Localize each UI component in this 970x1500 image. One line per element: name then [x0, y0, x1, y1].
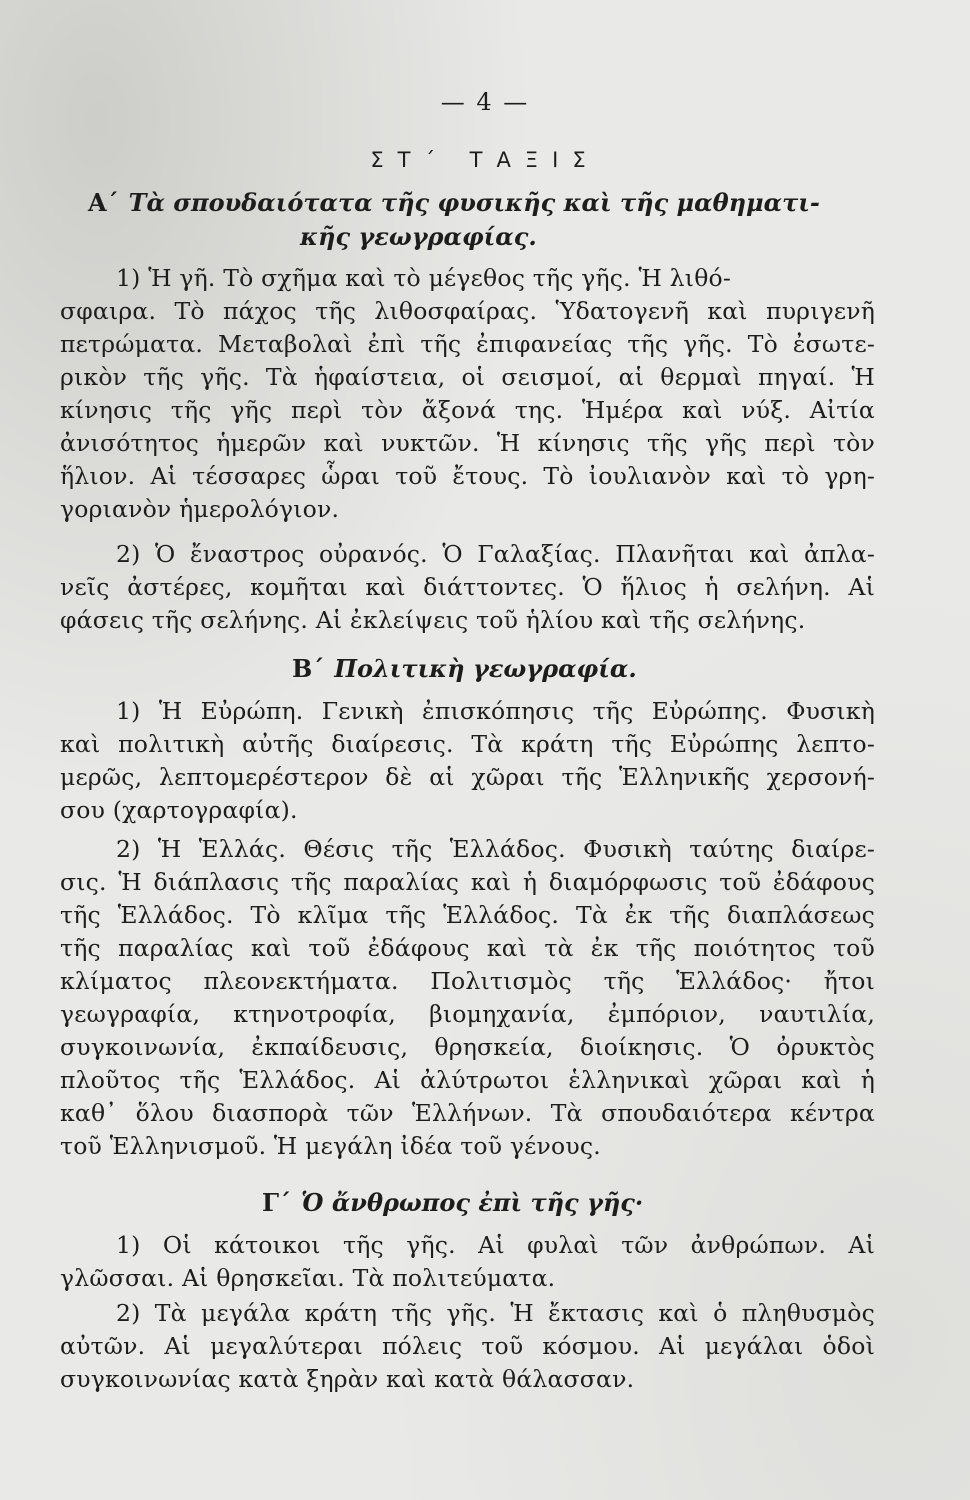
- text-line: 1) Ἡ γῆ. Τὸ σχῆμα καὶ τὸ μέγεθος τῆς γῆς. Ἡ λιθό-: [116, 264, 732, 292]
- section-c-title: Ὁ ἄνθρωπος ἐπὶ τῆς γῆς·: [301, 1188, 644, 1217]
- section-a-title-line1: Τὰ σπουδαιότατα τῆς φυσικῆς καὶ τῆς μαθηματι-: [128, 188, 820, 217]
- section-b-heading: [292, 654, 637, 683]
- text-line: πετρώματα. Μεταβολαὶ ἐπὶ τῆς ἐπιφανείας τῆς γῆς. Τὸ ἐσωτε-: [60, 330, 875, 358]
- section-c-heading: [262, 1188, 643, 1217]
- section-a-heading: [88, 188, 820, 217]
- text-line: γλῶσσαι. Αἱ θρησκεῖαι. Τὰ πολιτεύματα.: [60, 1264, 556, 1292]
- section-a-heading-cont: [300, 222, 537, 251]
- text-line: τῆς Ἑλλάδος. Τὸ κλῖμα τῆς Ἑλλάδος. Τὰ ἐκ τῆς διαπλάσεως: [60, 901, 875, 929]
- section-a-letter: Α΄: [88, 188, 119, 217]
- text-line: καθ᾽ ὅλου διασπορὰ τῶν Ἑλλήνων. Τὰ σπουδαιότερα κέντρα: [60, 1099, 875, 1127]
- text-line: κίνησις τῆς γῆς περὶ τὸν ἄξονά της. Ἡμέρα καὶ νύξ. Αἰτία: [60, 396, 875, 424]
- class-title: ΣΤ΄ ΤΑΞΙΣ: [370, 148, 600, 172]
- text-line: πλοῦτος τῆς Ἑλλάδος. Αἱ ἀλύτρωτοι ἑλληνικαὶ χῶραι καὶ ἡ: [60, 1066, 875, 1094]
- text-line: 2) Ἡ Ἑλλάς. Θέσις τῆς Ἑλλάδος. Φυσικὴ ταύτης διαίρε-: [116, 835, 875, 863]
- text-line: καὶ πολιτικὴ αὐτῆς διαίρεσις. Τὰ κράτη τῆς Εὐρώπης λεπτο-: [60, 730, 875, 758]
- text-line: μερῶς, λεπτομερέστερον δὲ αἱ χῶραι τῆς Ἑλληνικῆς χερσονή-: [60, 763, 875, 791]
- text-line: 2) Ὁ ἔναστρος οὐρανός. Ὁ Γαλαξίας. Πλανῆται καὶ ἀπλα-: [116, 540, 875, 568]
- text-line: ἥλιον. Αἱ τέσσαρες ὧραι τοῦ ἔτους. Τὸ ἰουλιανὸν καὶ τὸ γρη-: [60, 462, 875, 490]
- text-line: γεωγραφία, κτηνοτροφία, βιομηχανία, ἐμπόριον, ναυτιλία,: [60, 1000, 875, 1028]
- text-line: γοριανὸν ἡμερολόγιον.: [60, 495, 340, 523]
- text-line: σου (χαρτογραφία).: [60, 796, 298, 824]
- text-line: φάσεις τῆς σελήνης. Αἱ ἐκλείψεις τοῦ ἡλίου καὶ τῆς σελήνης.: [60, 606, 806, 634]
- text-line: νεῖς ἀστέρες, κομῆται καὶ διάττοντες. Ὁ ἥλιος ἡ σελήνη. Αἱ: [60, 573, 875, 601]
- text-line: 1) Οἱ κάτοικοι τῆς γῆς. Αἱ φυλαὶ τῶν ἀνθρώπων. Αἱ: [116, 1231, 875, 1259]
- text-line: 2) Τὰ μεγάλα κράτη τῆς γῆς. Ἡ ἔκτασις καὶ ὁ πληθυσμὸς: [116, 1299, 875, 1327]
- section-b-letter: Β΄: [292, 654, 325, 683]
- text-line: τῆς παραλίας καὶ τοῦ ἐδάφους καὶ τὰ ἐκ τῆς ποιότητος τοῦ: [60, 934, 875, 962]
- text-line: κλίματος πλεονεκτήματα. Πολιτισμὸς τῆς Ἑλλάδος· ἤτοι: [60, 967, 875, 995]
- text-line: ρικὸν τῆς γῆς. Τὰ ἡφαίστεια, οἱ σεισμοί, αἱ θερμαὶ πηγαί. Ἡ: [60, 363, 875, 391]
- text-line: συγκοινωνία, ἐκπαίδευσις, θρησκεία, διοίκησις. Ὁ ὀρυκτὸς: [60, 1033, 875, 1061]
- text-line: αὐτῶν. Αἱ μεγαλύτεραι πόλεις τοῦ κόσμου. Αἱ μεγάλαι ὁδοὶ: [60, 1332, 875, 1360]
- page-number: — 4 —: [440, 88, 530, 116]
- text-line: σις. Ἡ διάπλασις τῆς παραλίας καὶ ἡ διαμόρφωσις τοῦ ἐδάφους: [60, 868, 875, 896]
- text-line: 1) Ἡ Εὐρώπη. Γενικὴ ἐπισκόπησις τῆς Εὐρώπης. Φυσικὴ: [116, 697, 875, 725]
- text-line: συγκοινωνίας κατὰ ξηρὰν καὶ κατὰ θάλασσαν.: [60, 1365, 635, 1393]
- section-c-letter: Γ΄: [262, 1188, 292, 1217]
- text-line: τοῦ Ἑλληνισμοῦ. Ἡ μεγάλη ἰδέα τοῦ γένους.: [60, 1132, 601, 1160]
- section-b-title: Πολιτικὴ γεωγραφία.: [334, 654, 637, 683]
- section-a-title-line2: κῆς γεωγραφίας.: [300, 222, 537, 251]
- text-line: σφαιρα. Τὸ πάχος τῆς λιθοσφαίρας. Ὑδατογενῆ καὶ πυριγενῆ: [60, 297, 875, 325]
- text-line: ἀνισότητος ἡμερῶν καὶ νυκτῶν. Ἡ κίνησις τῆς γῆς περὶ τὸν: [60, 429, 875, 457]
